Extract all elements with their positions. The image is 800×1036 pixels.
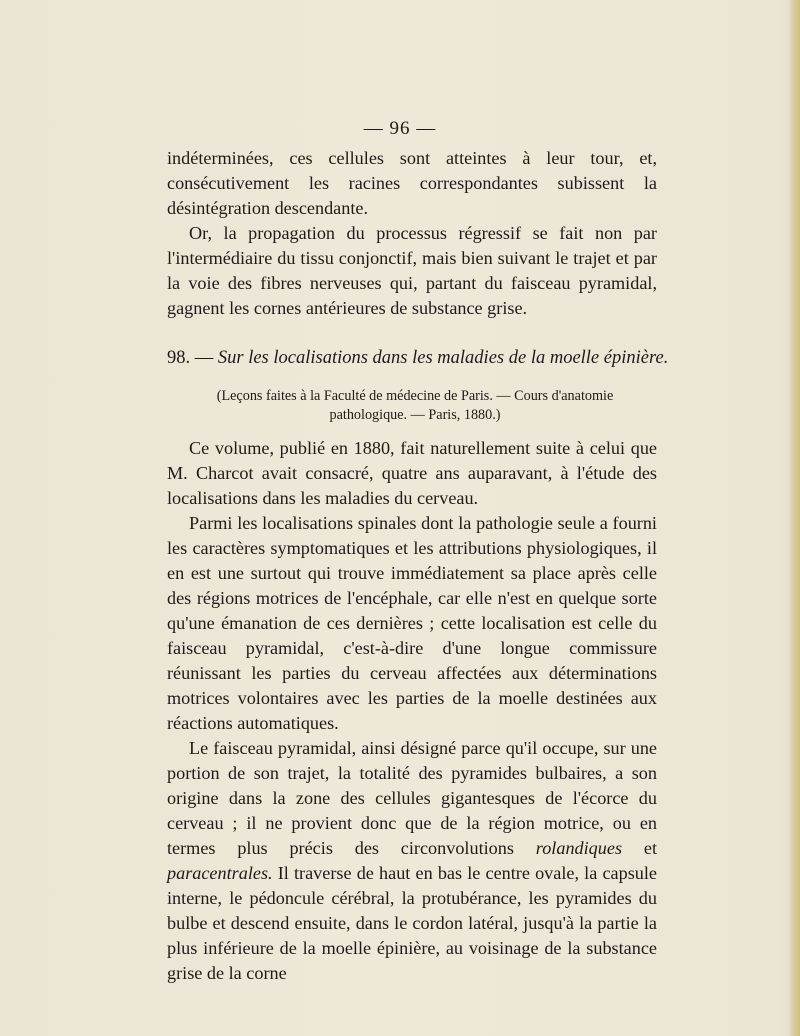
section-title: Sur les localisations dans les maladies de la moelle épinière. xyxy=(217,348,669,368)
paragraph: Ce volume, publié en 1880, fait naturellement suite à celui que M. Charcot avait consacré, quatre ans auparavant, à l'étude des localisations dans les maladies du cerveau. xyxy=(167,438,657,508)
text-run: Le faisceau pyramidal, ainsi désigné parce qu'il occupe, sur une portion de son trajet, la totalité des pyramides bulbaires, a son origine dans la zone des cellules gigantesques de l'écorce du cerveau ; il ne provient donc que de la région motrice, ou en termes plus précis des circonvolutions xyxy=(167,738,657,858)
italic-term: paracentrales. xyxy=(167,863,273,883)
text-run: Il traverse de haut en bas le centre ovale, la capsule interne, le pédoncule cérébral, la protubérance, les pyramides du bulbe et descend ensuite, dans le cordon latéral, jusqu'à la partie la plus inférieure de la moelle épinière, au voisinage de la substance grise de la corne xyxy=(167,863,657,983)
paragraph: Parmi les localisations spinales dont la pathologie seule a fourni les caractères symptomatiques et les attributions physiologiques, il en est une surtout qui trouve immédiatement sa place après celle des régions motrices de l'encéphale, car elle n'est en quelque sorte qu'une émanation de ces dernières ; cette localisation est celle du faisceau pyramidal, c'est-à-dire d'une longue commissure réunissant les parties du cerveau affectées aux déterminations motrices volontaires avec les parties de la moelle destinées aux réactions automatiques. xyxy=(167,513,657,733)
continuation-text xyxy=(167,146,657,321)
page-number: — 96 — xyxy=(363,118,437,139)
page-edge xyxy=(788,0,800,1036)
section-number: 98. — xyxy=(167,348,214,368)
paragraph: Or, la propagation du processus régressif se fait non par l'intermédiaire du tissu conjonctif, mais bien suivant le trajet et par la voie des fibres nerveuses qui, partant du faisceau pyramidal, gagnent les cornes antérieures de substance grise. xyxy=(167,223,657,318)
section-body xyxy=(167,436,657,986)
text-run: et xyxy=(643,838,658,858)
section-heading xyxy=(167,346,667,371)
paragraph xyxy=(167,736,657,986)
italic-term: rolandiques xyxy=(535,838,623,858)
paragraph: indéterminées, ces cellules sont atteintes à leur tour, et, consécutivement les racines correspondantes subissent la désintégration descendante. xyxy=(167,148,657,218)
section-reference: (Leçons faites à la Faculté de médecine de Paris. — Cours d'anatomie pathologique. — Paris, 1880.) xyxy=(216,388,614,423)
